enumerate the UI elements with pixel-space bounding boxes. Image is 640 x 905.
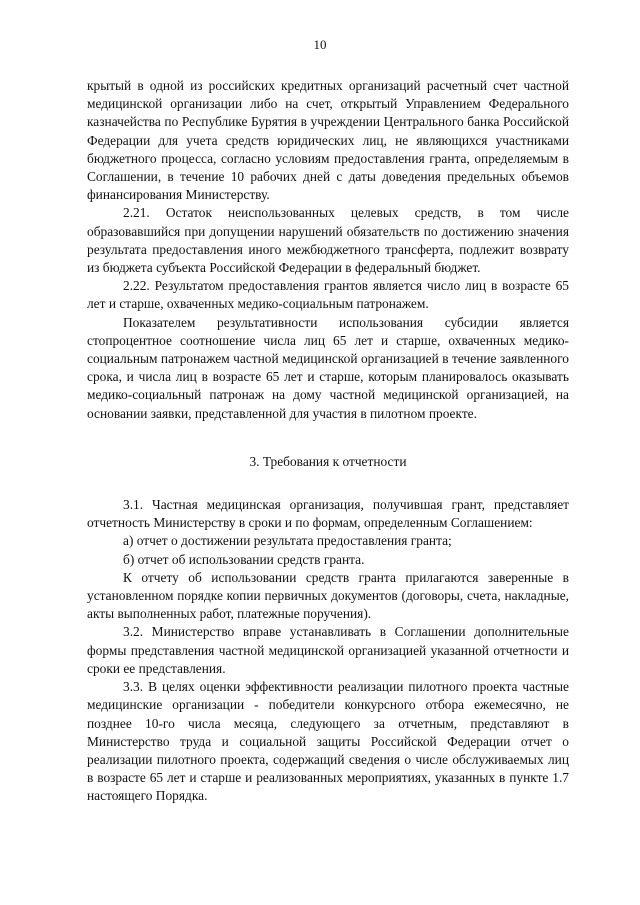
paragraph-3-2: 3.2. Министерство вправе устанавливать в Соглашении дополнительные формы представления частной медицинской организацией указанной отчетности и сроки ее представления.: [87, 624, 569, 676]
section-heading: 3. Требования к отчетности: [249, 453, 407, 469]
paragraph-2-21: 2.21. Остаток неиспользованных целевых средств, в том числе образовавшийся при допущении нарушений обязательств по достижению значения результата предоставления иного межбюджетного трансферта, подлежит возврату из бюджета субъекта Российской Федерации в федеральный бюджет.: [87, 205, 569, 276]
paragraph-3-3: 3.3. В целях оценки эффективности реализации пилотного проекта частные медицинские организации - победители конкурсного отбора ежемесячно, не позднее 10-го числа месяца, следующего за отчетным, представляют в Министерство труда и социальной защиты Российской Федерации отчет о реализации пилотного проекта, содержащий сведения о числе обслуживаемых лиц в возрасте 65 лет и старше и реализованных мероприятиях, указанных в пункте 1.7 настоящего Порядка.: [87, 679, 569, 804]
document-body: [87, 77, 569, 806]
paragraph-indicator: Показателем результативности использования субсидии является стопроцентное соотношение числа лиц 65 лет и старше, охваченных медико-социальным патронажем частной медицинской организацией в течение заявленного срока, и числа лиц в возрасте 65 лет и старше, которым планировалось оказывать медико-социальный патронаж на дому частной медицинской организацией, на основании заявки, представленной для участия в пилотном проекте.: [87, 314, 569, 421]
paragraph-continuation: крытый в одной из российских кредитных организаций расчетный счет частной медицинской организации либо на счет, открытый Управлением Федерального казначейства по Республике Бурятия в учреждении Центрального банка Российской Федерации для учета средств юридических лиц, не являющихся участниками бюджетного процесса, согласно условиям предоставления гранта, определяемым в Соглашении, в течение 10 рабочих дней с даты доведения предельных объемов финансирования Министерству.: [87, 78, 569, 203]
paragraph-attachments: К отчету об использовании средств гранта прилагаются заверенные в установленном порядке копии первичных документов (договоры, счета, накладные, акты выполненных работ, платежные поручения).: [87, 569, 569, 622]
list-item-a: а) отчет о достижении результата предоставления гранта;: [123, 533, 452, 549]
list-item-b: б) отчет об использовании средств гранта.: [123, 551, 365, 567]
page-number: 10: [313, 37, 327, 52]
paragraph-2-22: 2.22. Результатом предоставления грантов является число лиц в возрасте 65 лет и старше, охваченных медико-социальным патронажем.: [87, 278, 569, 312]
paragraph-3-1: 3.1. Частная медицинская организация, получившая грант, представляет отчетность Министерству в сроки и по формам, определенным Соглашением:: [87, 497, 569, 531]
